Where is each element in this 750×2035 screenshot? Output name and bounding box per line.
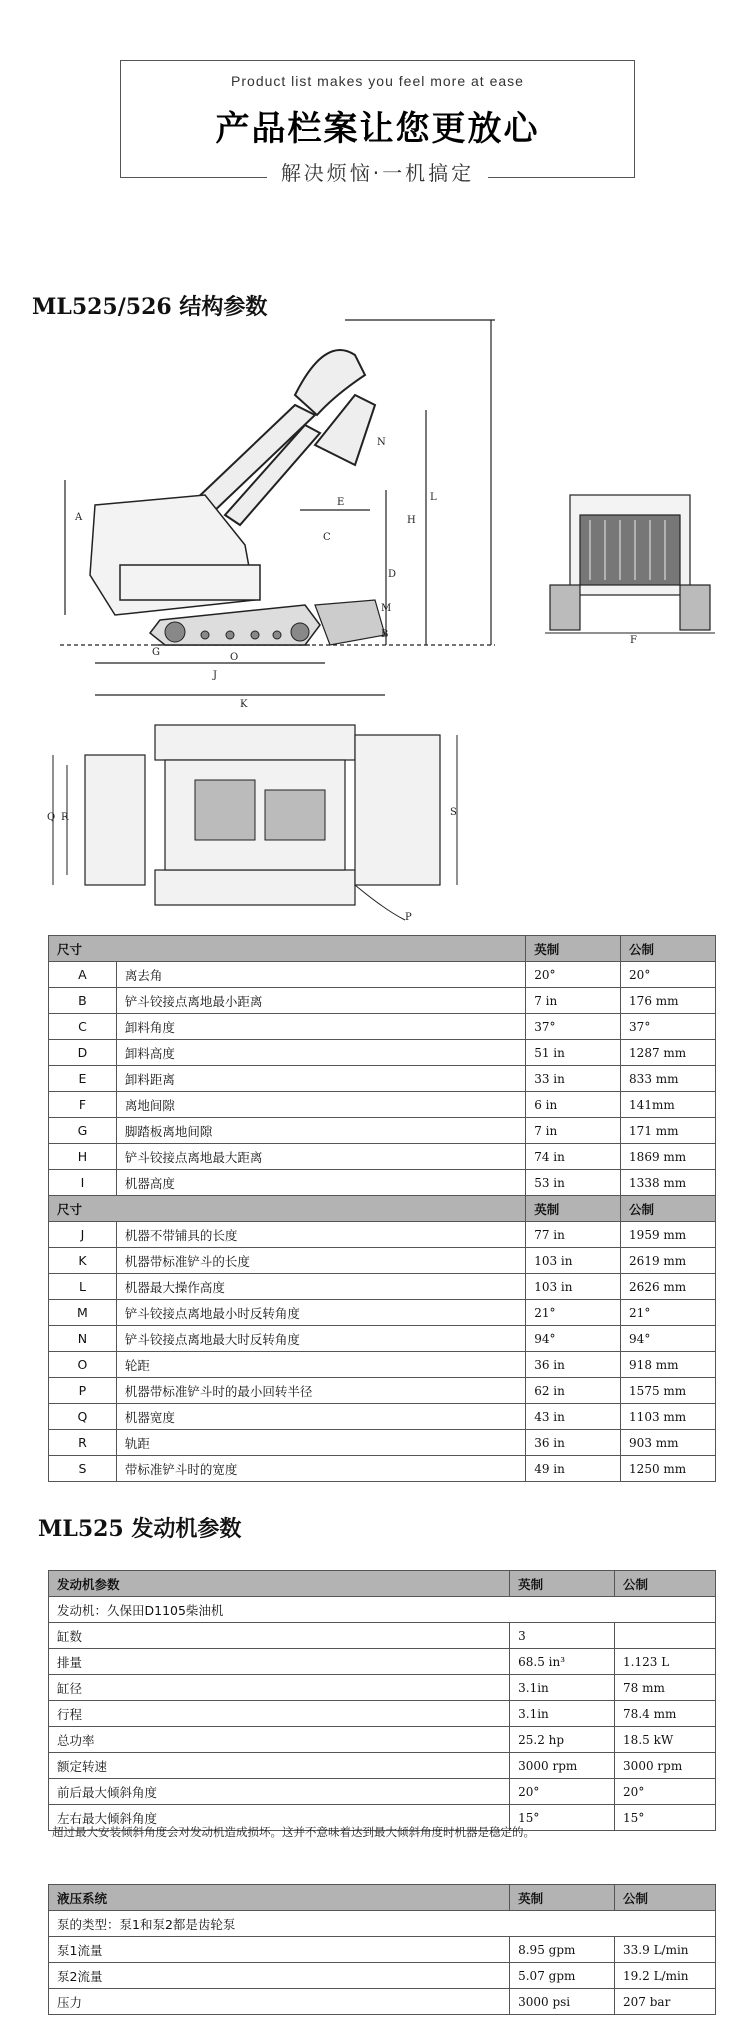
row-imperial: 3000 rpm bbox=[510, 1753, 615, 1779]
svg-text:B: B bbox=[381, 629, 389, 640]
table-row bbox=[49, 1456, 716, 1482]
engine-warning-note: 超过最大安装倾斜角度会对发动机造成损坏。这并不意味着达到最大倾斜角度时机器是稳定的。 bbox=[52, 1825, 535, 1839]
column-header-imperial: 英制 bbox=[510, 1571, 615, 1597]
row-imperial: 20° bbox=[526, 962, 621, 988]
row-imperial: 33 in bbox=[526, 1066, 621, 1092]
table-row bbox=[49, 1274, 716, 1300]
table-row bbox=[49, 1701, 716, 1727]
row-letter: D bbox=[49, 1040, 117, 1066]
table-row bbox=[49, 988, 716, 1014]
row-metric: 918 mm bbox=[621, 1352, 716, 1378]
row-imperial: 3 bbox=[510, 1623, 615, 1649]
row-letter: B bbox=[49, 988, 117, 1014]
row-metric: 1338 mm bbox=[621, 1170, 716, 1196]
column-header-metric: 公制 bbox=[615, 1571, 716, 1597]
header-english-tagline: Product list makes you feel more at ease bbox=[231, 73, 524, 89]
row-name: 泵2流量 bbox=[49, 1963, 510, 1989]
table-row bbox=[49, 1066, 716, 1092]
row-imperial: 7 in bbox=[526, 1118, 621, 1144]
row-name: 压力 bbox=[49, 1989, 510, 2015]
table-row bbox=[49, 1118, 716, 1144]
svg-text:Q: Q bbox=[47, 812, 56, 823]
row-metric: 78 mm bbox=[615, 1675, 716, 1701]
table-header-row bbox=[49, 936, 716, 962]
row-name: 带标准铲斗时的宽度 bbox=[116, 1456, 525, 1482]
row-name: 左右最大倾斜角度 bbox=[49, 1805, 510, 1831]
row-letter: K bbox=[49, 1248, 117, 1274]
row-imperial: 103 in bbox=[526, 1248, 621, 1274]
table-row bbox=[49, 1248, 716, 1274]
svg-text:H: H bbox=[407, 515, 416, 526]
machine-top-view-diagram bbox=[45, 720, 465, 923]
table-row bbox=[49, 1014, 716, 1040]
row-imperial: 37° bbox=[526, 1014, 621, 1040]
column-header-dimension: 尺寸 bbox=[49, 936, 526, 962]
column-header-metric: 公制 bbox=[621, 1196, 716, 1222]
row-name: 铲斗铰接点离地最大距离 bbox=[116, 1144, 525, 1170]
column-header-imperial: 英制 bbox=[526, 1196, 621, 1222]
row-metric: 171 mm bbox=[621, 1118, 716, 1144]
table-row bbox=[49, 1352, 716, 1378]
engine-model: 发动机：久保田D1105柴油机 bbox=[49, 1597, 716, 1623]
row-metric: 141mm bbox=[621, 1092, 716, 1118]
table-row bbox=[49, 1040, 716, 1066]
row-name: 脚踏板离地间隙 bbox=[116, 1118, 525, 1144]
column-header-metric: 公制 bbox=[621, 936, 716, 962]
table-row bbox=[49, 1378, 716, 1404]
row-imperial: 36 in bbox=[526, 1352, 621, 1378]
row-metric: 37° bbox=[621, 1014, 716, 1040]
row-letter: F bbox=[49, 1092, 117, 1118]
row-imperial: 43 in bbox=[526, 1404, 621, 1430]
row-imperial: 51 in bbox=[526, 1040, 621, 1066]
row-imperial: 94° bbox=[526, 1326, 621, 1352]
row-name: 缸数 bbox=[49, 1623, 510, 1649]
svg-text:A: A bbox=[75, 512, 83, 523]
column-header-imperial: 英制 bbox=[526, 936, 621, 962]
row-name: 缸径 bbox=[49, 1675, 510, 1701]
row-metric: 1103 mm bbox=[621, 1404, 716, 1430]
header-subtitle-text: 解决烦恼·一机搞定 bbox=[267, 161, 488, 185]
engine-spec-table bbox=[48, 1570, 716, 1831]
row-imperial: 3.1in bbox=[510, 1675, 615, 1701]
engine-title: ML525 发动机参数 bbox=[38, 1516, 242, 1542]
row-name: 卸料高度 bbox=[116, 1040, 525, 1066]
machine-front-view-diagram bbox=[545, 475, 715, 645]
table-row bbox=[49, 1623, 716, 1649]
machine-side-view-diagram bbox=[55, 315, 525, 710]
row-metric: 78.4 mm bbox=[615, 1701, 716, 1727]
table-row bbox=[49, 1092, 716, 1118]
table-row bbox=[49, 1937, 716, 1963]
row-imperial: 62 in bbox=[526, 1378, 621, 1404]
row-name: 铲斗铰接点离地最小距离 bbox=[116, 988, 525, 1014]
row-letter: O bbox=[49, 1352, 117, 1378]
row-name: 铲斗铰接点离地最小时反转角度 bbox=[116, 1300, 525, 1326]
row-metric: 15° bbox=[615, 1805, 716, 1831]
svg-text:S: S bbox=[450, 807, 457, 818]
column-header-hydraulic: 液压系统 bbox=[49, 1885, 510, 1911]
svg-text:J: J bbox=[213, 670, 218, 681]
table-row bbox=[49, 1144, 716, 1170]
row-metric: 1250 mm bbox=[621, 1456, 716, 1482]
row-metric: 1869 mm bbox=[621, 1144, 716, 1170]
row-letter: M bbox=[49, 1300, 117, 1326]
row-metric: 21° bbox=[621, 1300, 716, 1326]
table-row bbox=[49, 1300, 716, 1326]
row-letter: R bbox=[49, 1430, 117, 1456]
row-name: 排量 bbox=[49, 1649, 510, 1675]
row-letter: Q bbox=[49, 1404, 117, 1430]
row-letter: P bbox=[49, 1378, 117, 1404]
row-imperial: 6 in bbox=[526, 1092, 621, 1118]
row-imperial: 20° bbox=[510, 1779, 615, 1805]
row-letter: G bbox=[49, 1118, 117, 1144]
row-name: 总功率 bbox=[49, 1727, 510, 1753]
row-imperial: 53 in bbox=[526, 1170, 621, 1196]
row-imperial: 49 in bbox=[526, 1456, 621, 1482]
row-name: 离地间隙 bbox=[116, 1092, 525, 1118]
row-metric: 1575 mm bbox=[621, 1378, 716, 1404]
svg-text:C: C bbox=[323, 532, 331, 543]
row-name: 机器带标准铲斗时的最小回转半径 bbox=[116, 1378, 525, 1404]
row-name: 机器高度 bbox=[116, 1170, 525, 1196]
row-imperial: 36 in bbox=[526, 1430, 621, 1456]
row-letter: E bbox=[49, 1066, 117, 1092]
row-name: 泵1流量 bbox=[49, 1937, 510, 1963]
svg-text:O: O bbox=[230, 652, 239, 663]
row-letter: J bbox=[49, 1222, 117, 1248]
svg-text:K: K bbox=[240, 699, 248, 710]
row-metric: 176 mm bbox=[621, 988, 716, 1014]
svg-text:P: P bbox=[405, 912, 412, 923]
table-row bbox=[49, 1753, 716, 1779]
svg-text:L: L bbox=[430, 492, 437, 503]
row-letter: A bbox=[49, 962, 117, 988]
row-name: 机器最大操作高度 bbox=[116, 1274, 525, 1300]
row-name: 卸料角度 bbox=[116, 1014, 525, 1040]
svg-text:R: R bbox=[61, 812, 69, 823]
row-metric: 18.5 kW bbox=[615, 1727, 716, 1753]
svg-text:M: M bbox=[381, 603, 392, 614]
table-header-row bbox=[49, 1885, 716, 1911]
pump-type-row bbox=[49, 1911, 716, 1937]
header-subtitle bbox=[121, 157, 634, 186]
hydraulic-spec-table bbox=[48, 1884, 716, 2015]
table-row bbox=[49, 1326, 716, 1352]
row-metric: 1.123 L bbox=[615, 1649, 716, 1675]
svg-text:E: E bbox=[337, 497, 345, 508]
svg-text:G: G bbox=[152, 647, 160, 658]
row-name: 铲斗铰接点离地最大时反转角度 bbox=[116, 1326, 525, 1352]
engine-model-row bbox=[49, 1597, 716, 1623]
table-row bbox=[49, 1649, 716, 1675]
row-letter: N bbox=[49, 1326, 117, 1352]
row-name: 机器不带铺具的长度 bbox=[116, 1222, 525, 1248]
row-imperial: 3000 psi bbox=[510, 1989, 615, 2015]
row-name: 轨距 bbox=[116, 1430, 525, 1456]
header-banner bbox=[120, 60, 635, 185]
structure-spec-table bbox=[48, 935, 716, 1482]
row-metric bbox=[615, 1623, 716, 1649]
row-letter: I bbox=[49, 1170, 117, 1196]
row-name: 机器宽度 bbox=[116, 1404, 525, 1430]
row-letter: H bbox=[49, 1144, 117, 1170]
column-header-engine: 发动机参数 bbox=[49, 1571, 510, 1597]
row-name: 额定转速 bbox=[49, 1753, 510, 1779]
row-imperial: 5.07 gpm bbox=[510, 1963, 615, 1989]
table-row bbox=[49, 1430, 716, 1456]
row-letter: S bbox=[49, 1456, 117, 1482]
svg-text:F: F bbox=[630, 635, 637, 646]
table-row bbox=[49, 1963, 716, 1989]
row-imperial: 103 in bbox=[526, 1274, 621, 1300]
row-name: 卸料距离 bbox=[116, 1066, 525, 1092]
row-imperial: 74 in bbox=[526, 1144, 621, 1170]
row-metric: 2619 mm bbox=[621, 1248, 716, 1274]
header-title: 产品栏案让您更放心 bbox=[215, 109, 540, 149]
table-row bbox=[49, 962, 716, 988]
table-row bbox=[49, 1222, 716, 1248]
row-imperial: 77 in bbox=[526, 1222, 621, 1248]
row-metric: 1287 mm bbox=[621, 1040, 716, 1066]
row-metric: 903 mm bbox=[621, 1430, 716, 1456]
row-metric: 19.2 L/min bbox=[615, 1963, 716, 1989]
row-metric: 3000 rpm bbox=[615, 1753, 716, 1779]
table-row bbox=[49, 1170, 716, 1196]
row-imperial: 3.1in bbox=[510, 1701, 615, 1727]
row-metric: 207 bar bbox=[615, 1989, 716, 2015]
table-row bbox=[49, 1779, 716, 1805]
row-metric: 2626 mm bbox=[621, 1274, 716, 1300]
svg-text:N: N bbox=[377, 437, 386, 448]
table-row bbox=[49, 1675, 716, 1701]
structure-title: ML525/526 结构参数 bbox=[32, 294, 268, 320]
table-header-row bbox=[49, 1571, 716, 1597]
row-metric: 33.9 L/min bbox=[615, 1937, 716, 1963]
row-name: 行程 bbox=[49, 1701, 510, 1727]
pump-type: 泵的类型：泵1和泵2都是齿轮泵 bbox=[49, 1911, 716, 1937]
row-name: 轮距 bbox=[116, 1352, 525, 1378]
column-header-imperial: 英制 bbox=[510, 1885, 615, 1911]
row-imperial: 25.2 hp bbox=[510, 1727, 615, 1753]
row-name: 机器带标准铲斗的长度 bbox=[116, 1248, 525, 1274]
row-metric: 20° bbox=[621, 962, 716, 988]
row-letter: L bbox=[49, 1274, 117, 1300]
table-header-row bbox=[49, 1196, 716, 1222]
row-imperial: 15° bbox=[510, 1805, 615, 1831]
table-row bbox=[49, 1727, 716, 1753]
row-name: 前后最大倾斜角度 bbox=[49, 1779, 510, 1805]
row-imperial: 21° bbox=[526, 1300, 621, 1326]
svg-text:D: D bbox=[388, 569, 397, 580]
table-row bbox=[49, 1404, 716, 1430]
row-metric: 94° bbox=[621, 1326, 716, 1352]
row-metric: 1959 mm bbox=[621, 1222, 716, 1248]
row-metric: 833 mm bbox=[621, 1066, 716, 1092]
row-metric: 20° bbox=[615, 1779, 716, 1805]
row-letter: C bbox=[49, 1014, 117, 1040]
table-row bbox=[49, 1989, 716, 2015]
row-imperial: 7 in bbox=[526, 988, 621, 1014]
column-header-dimension: 尺寸 bbox=[49, 1196, 526, 1222]
row-imperial: 68.5 in³ bbox=[510, 1649, 615, 1675]
column-header-metric: 公制 bbox=[615, 1885, 716, 1911]
row-name: 离去角 bbox=[116, 962, 525, 988]
row-imperial: 8.95 gpm bbox=[510, 1937, 615, 1963]
